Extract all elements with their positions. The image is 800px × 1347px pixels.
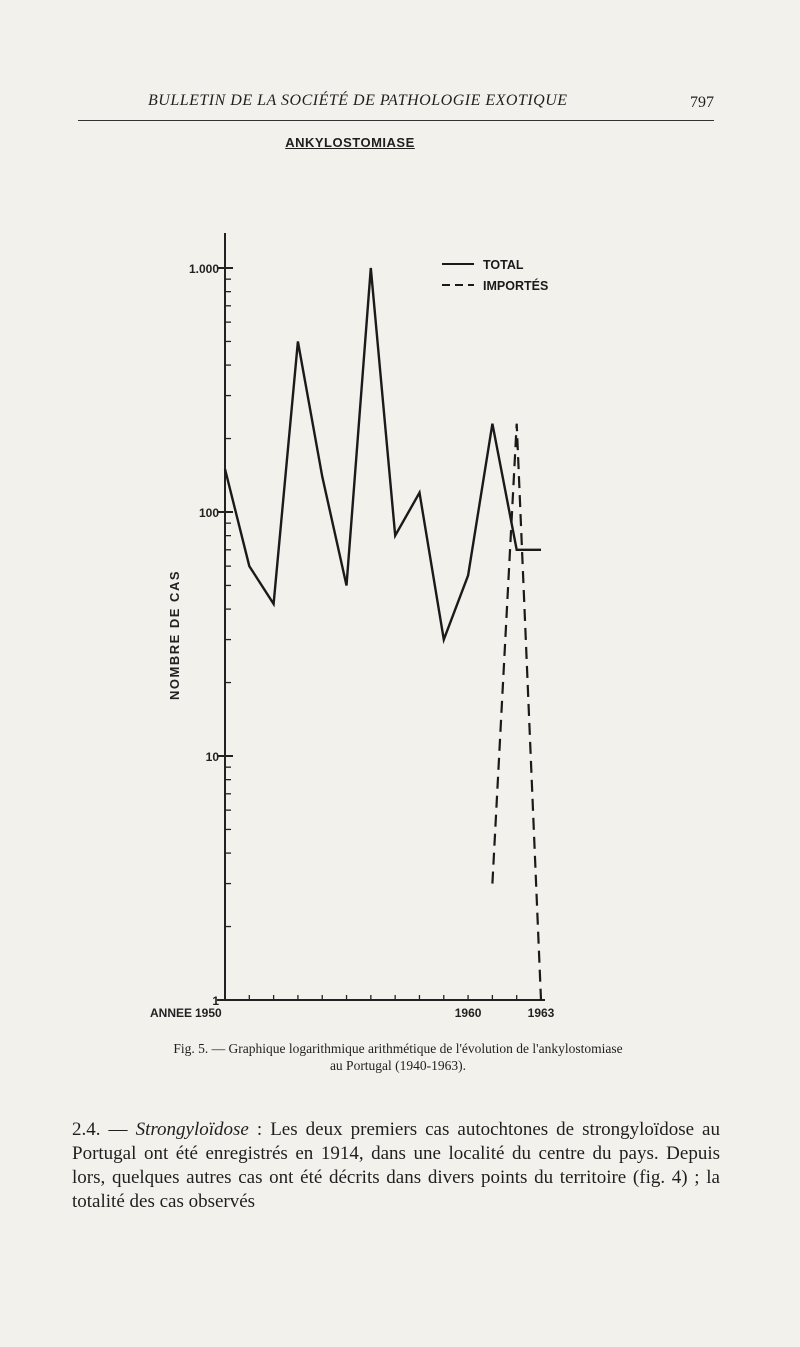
y-tick-label: 1.000 — [188, 262, 219, 276]
x-tick-label: 1960 — [454, 1006, 482, 1020]
caption-line-2: au Portugal (1940-1963). — [329, 1058, 467, 1073]
series-line-total — [225, 268, 541, 640]
y-tick-label: 100 — [198, 506, 219, 520]
y-tick-label: 10 — [205, 750, 219, 764]
chart-axes — [225, 233, 545, 1000]
chart-series — [225, 268, 541, 1000]
y-axis-label: NOMBRE DE CAS — [167, 569, 182, 701]
legend-label: TOTAL — [483, 258, 524, 272]
paragraph-text: : Les deux premiers cas autochtones de strongyloïdose au Portugal ont été enregistrés en 1914, dans une localité du centre du pays. Depuis lors, quelques autres cas ont été décrits dans divers points du territoire (fig. 4) ; la totalité des cas observés — [72, 1119, 720, 1212]
y-tick-label: 1 — [212, 994, 219, 1008]
legend-label: IMPORTÉS — [483, 279, 549, 293]
page-number: 797 — [690, 94, 714, 111]
x-tick-label: 1963 — [527, 1006, 555, 1020]
figure-caption — [78, 1040, 718, 1074]
chart-ticks — [217, 268, 541, 1001]
section-number: 2.4. — [72, 1119, 101, 1140]
chart-title: ANKYLOSTOMIASE — [285, 135, 415, 150]
chart-labels — [150, 262, 555, 1020]
running-head: BULLETIN DE LA SOCIÉTÉ DE PATHOLOGIE EXOTIQUE — [148, 92, 568, 109]
x-tick-label: 1950 — [195, 1006, 222, 1020]
section-dash: — — [100, 1119, 136, 1140]
chart-legend — [442, 258, 548, 293]
section-title: Strongyloïdose — [135, 1119, 249, 1140]
series-line-importes — [492, 424, 541, 1000]
x-axis-label: ANNEE — [150, 1006, 193, 1020]
caption-line-1: Fig. 5. — Graphique logarithmique arithmétique de l'évolution de l'ankylostomiase — [173, 1041, 623, 1056]
body-paragraph — [72, 1118, 720, 1214]
